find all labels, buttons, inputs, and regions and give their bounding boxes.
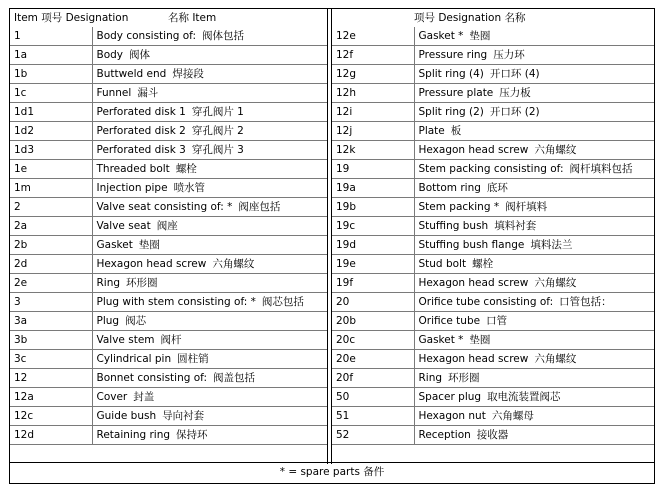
item-number: 1b — [10, 65, 92, 84]
designation-cn: 阀盖包括 — [213, 372, 256, 385]
designation-en: Ring — [418, 372, 443, 385]
table-row — [10, 236, 327, 255]
designation-cell — [414, 217, 654, 236]
designation-cell — [414, 388, 654, 407]
item-number: 19d — [332, 236, 414, 255]
designation-cell — [92, 350, 327, 369]
table-row — [332, 426, 654, 445]
designation-cn: 六角螺纹 — [534, 353, 577, 366]
designation-cn: 阀体包括 — [202, 30, 245, 43]
designation-en: Stem packing consisting of: — [418, 163, 564, 176]
designation-en: Stud bolt — [418, 258, 467, 271]
designation-en: Hexagon head screw — [96, 258, 207, 271]
table-row — [10, 388, 327, 407]
designation-cell — [414, 293, 654, 312]
item-number: 1d1 — [10, 103, 92, 122]
designation-cell — [92, 198, 327, 217]
designation-cn: 螺栓 — [175, 163, 197, 176]
header-name-right: 项号 Designation 名称 — [414, 12, 526, 24]
item-number: 19b — [332, 198, 414, 217]
designation-cn: 喷水管 — [173, 182, 206, 195]
item-number: 1c — [10, 84, 92, 103]
designation-en: Valve stem — [96, 334, 155, 347]
item-number: 20b — [332, 312, 414, 331]
designation-en: Perforated disk 3 — [96, 144, 186, 157]
designation-cn: 压力板 — [499, 87, 531, 100]
table-row — [332, 46, 654, 65]
table-row — [10, 217, 327, 236]
item-number: 12j — [332, 122, 414, 141]
item-number: 12e — [332, 27, 414, 46]
designation-cn: 填料衬套 — [494, 220, 537, 233]
designation-en: Plug — [96, 315, 120, 328]
table-row — [332, 388, 654, 407]
table-row — [10, 141, 327, 160]
table-row — [10, 198, 327, 217]
designation-en: Orifice tube — [418, 315, 481, 328]
designation-en: Plug with stem consisting of: * — [96, 296, 256, 309]
designation-cn: 接收器 — [476, 429, 509, 442]
designation-en: Stuffing bush flange — [418, 239, 525, 252]
item-number: 1a — [10, 46, 92, 65]
designation-cn: 底环 — [486, 182, 508, 195]
designation-cell — [92, 388, 327, 407]
item-number: 19 — [332, 160, 414, 179]
table-row — [10, 46, 327, 65]
designation-en: Valve seat — [96, 220, 151, 233]
table-row — [10, 312, 327, 331]
table-row — [332, 103, 654, 122]
table-row — [332, 179, 654, 198]
designation-cn: 穿孔阀片 1 — [191, 106, 244, 119]
item-number: 51 — [332, 407, 414, 426]
item-number: 12f — [332, 46, 414, 65]
table-row — [10, 179, 327, 198]
designation-en: Bonnet consisting of: — [96, 372, 208, 385]
designation-cn: 保持环 — [176, 429, 208, 442]
designation-en: Gasket * — [418, 334, 464, 347]
designation-en: Injection pipe — [96, 182, 168, 195]
designation-cell — [414, 407, 654, 426]
header-item-right — [332, 9, 414, 27]
table-row — [332, 274, 654, 293]
designation-cell — [92, 160, 327, 179]
item-number: 1 — [10, 27, 92, 46]
designation-en: Retaining ring — [96, 429, 171, 442]
spare-parts-footnote: * = spare parts 备件 — [10, 462, 654, 483]
designation-en: Gasket * — [418, 30, 464, 43]
item-number: 2d — [10, 255, 92, 274]
table-row — [10, 274, 327, 293]
designation-cell — [414, 103, 654, 122]
item-number: 19c — [332, 217, 414, 236]
item-number: 20e — [332, 350, 414, 369]
table-row — [332, 312, 654, 331]
parts-table-right — [332, 9, 654, 445]
designation-en: Split ring (2) — [418, 106, 484, 119]
designation-cn: 阀体 — [129, 49, 151, 62]
item-number: 20 — [332, 293, 414, 312]
designation-cell — [92, 84, 327, 103]
designation-cn: 漏斗 — [137, 87, 159, 100]
item-number: 12 — [10, 369, 92, 388]
designation-cell — [92, 65, 327, 84]
designation-cn: 开口环 (2) — [489, 106, 540, 119]
item-number: 2a — [10, 217, 92, 236]
designation-cell — [414, 27, 654, 46]
designation-cell — [414, 198, 654, 217]
table-row — [10, 122, 327, 141]
table-row — [10, 331, 327, 350]
item-number: 2 — [10, 198, 92, 217]
table-row — [332, 27, 654, 46]
designation-en: Perforated disk 1 — [96, 106, 186, 119]
designation-cell — [92, 369, 327, 388]
designation-cell — [92, 312, 327, 331]
item-number: 20f — [332, 369, 414, 388]
table-row — [332, 160, 654, 179]
designation-cn: 阀杆 — [160, 334, 182, 347]
item-number: 12k — [332, 141, 414, 160]
table-row — [332, 122, 654, 141]
designation-cell — [414, 160, 654, 179]
designation-cell — [414, 46, 654, 65]
designation-cn: 取电流装置阀芯 — [487, 391, 561, 404]
designation-en: Gasket — [96, 239, 133, 252]
table-row — [10, 426, 327, 445]
item-number: 12c — [10, 407, 92, 426]
designation-cell — [92, 27, 327, 46]
table-row — [332, 141, 654, 160]
designation-cn: 封盖 — [133, 391, 155, 404]
table-row — [10, 350, 327, 369]
designation-cell — [92, 331, 327, 350]
designation-cn: 填料法兰 — [530, 239, 573, 252]
table-row — [332, 84, 654, 103]
item-number: 3c — [10, 350, 92, 369]
designation-cell — [414, 65, 654, 84]
item-number: 12i — [332, 103, 414, 122]
designation-cn: 圆柱销 — [177, 353, 209, 366]
designation-cell — [92, 426, 327, 445]
header-name-left: 名称 Item — [168, 12, 217, 24]
designation-cell — [92, 179, 327, 198]
designation-cn: 垫圈 — [469, 30, 491, 43]
item-number: 2b — [10, 236, 92, 255]
designation-cell — [414, 274, 654, 293]
table-row — [10, 160, 327, 179]
table-row — [332, 65, 654, 84]
designation-en: Cover — [96, 391, 128, 404]
designation-en: Hexagon head screw — [418, 353, 529, 366]
designation-cn: 六角螺纹 — [212, 258, 255, 271]
table-row — [332, 217, 654, 236]
table-row — [332, 236, 654, 255]
designation-en: Body — [96, 49, 124, 62]
designation-cell — [92, 236, 327, 255]
designation-cn: 阀芯包括 — [261, 296, 304, 309]
designation-cn: 阀座包括 — [238, 201, 281, 214]
designation-cell — [414, 426, 654, 445]
designation-en: Orifice tube consisting of: — [418, 296, 554, 309]
designation-cn: 六角螺纹 — [534, 277, 577, 290]
header-item-designation-left: Item 项号 Designation — [14, 12, 129, 24]
designation-cn: 穿孔阀片 2 — [191, 125, 244, 138]
designation-en: Ring — [96, 277, 121, 290]
designation-cn: 焊接段 — [172, 68, 204, 81]
designation-cell — [92, 122, 327, 141]
table-row — [332, 369, 654, 388]
designation-cn: 阀杆填料包括 — [569, 163, 633, 176]
table-row — [10, 293, 327, 312]
item-number: 12d — [10, 426, 92, 445]
table-row — [332, 407, 654, 426]
designation-cell — [414, 179, 654, 198]
item-number: 19e — [332, 255, 414, 274]
designation-en: Buttweld end — [96, 68, 167, 81]
item-number: 12g — [332, 65, 414, 84]
item-number: 52 — [332, 426, 414, 445]
designation-en: Body consisting of: — [96, 30, 197, 43]
designation-cell — [92, 103, 327, 122]
designation-cell — [414, 84, 654, 103]
designation-cn: 开口环 (4) — [489, 68, 540, 81]
table-row — [10, 407, 327, 426]
parts-list-document — [9, 8, 655, 484]
table-row — [332, 255, 654, 274]
table-row — [10, 255, 327, 274]
designation-cell — [414, 255, 654, 274]
designation-cn: 螺栓 — [472, 258, 494, 271]
designation-cn: 环形圈 — [448, 372, 480, 385]
table-row — [10, 27, 327, 46]
table-row — [332, 350, 654, 369]
designation-cell — [92, 217, 327, 236]
table-row — [332, 293, 654, 312]
item-number: 19a — [332, 179, 414, 198]
designation-cn: 穿孔阀片 3 — [191, 144, 244, 157]
designation-en: Valve seat consisting of: * — [96, 201, 233, 214]
item-number: 1e — [10, 160, 92, 179]
designation-en: Hexagon nut — [418, 410, 486, 423]
designation-cell — [414, 236, 654, 255]
designation-cell — [92, 141, 327, 160]
designation-en: Hexagon head screw — [418, 144, 529, 157]
designation-en: Pressure ring — [418, 49, 488, 62]
designation-cn: 垫圈 — [138, 239, 160, 252]
item-number: 1d3 — [10, 141, 92, 160]
designation-cell — [414, 122, 654, 141]
item-number: 19f — [332, 274, 414, 293]
designation-en: Guide bush — [96, 410, 157, 423]
table-row — [10, 369, 327, 388]
designation-cn: 口管 — [486, 315, 508, 328]
table-row — [332, 198, 654, 217]
item-number: 3 — [10, 293, 92, 312]
designation-cn: 阀杆填料 — [505, 201, 548, 214]
designation-en: Split ring (4) — [418, 68, 484, 81]
designation-cn: 板 — [450, 125, 462, 138]
table-row — [332, 331, 654, 350]
designation-en: Stuffing bush — [418, 220, 489, 233]
parts-table-left — [10, 9, 327, 445]
designation-cell — [92, 407, 327, 426]
item-number: 1d2 — [10, 122, 92, 141]
designation-en: Cylindrical pin — [96, 353, 172, 366]
designation-cell — [92, 46, 327, 65]
designation-cn: 环形圈 — [126, 277, 158, 290]
designation-en: Pressure plate — [418, 87, 494, 100]
designation-cell — [414, 331, 654, 350]
item-number: 12a — [10, 388, 92, 407]
item-number: 2e — [10, 274, 92, 293]
designation-cn: 六角螺母 — [491, 410, 534, 423]
item-number: 3a — [10, 312, 92, 331]
item-number: 50 — [332, 388, 414, 407]
header-row-right — [332, 9, 654, 27]
header-row-left — [10, 9, 327, 27]
designation-cn: 阀座 — [156, 220, 178, 233]
designation-en: Funnel — [96, 87, 132, 100]
designation-cell — [92, 255, 327, 274]
designation-cn: 阀芯 — [125, 315, 147, 328]
designation-cell — [92, 274, 327, 293]
item-number: 12h — [332, 84, 414, 103]
designation-en: Reception — [418, 429, 471, 442]
designation-cn: 导向衬套 — [162, 410, 205, 423]
designation-cn: 垫圈 — [469, 334, 491, 347]
table-row — [10, 84, 327, 103]
item-number: 20c — [332, 331, 414, 350]
designation-cn: 压力环 — [493, 49, 525, 62]
table-row — [10, 103, 327, 122]
designation-cell — [414, 141, 654, 160]
item-number: 3b — [10, 331, 92, 350]
designation-cn: 口管包括： — [559, 296, 612, 309]
designation-cell — [414, 369, 654, 388]
designation-en: Plate — [418, 125, 445, 138]
designation-cell — [414, 312, 654, 331]
designation-en: Stem packing * — [418, 201, 500, 214]
designation-cell — [414, 350, 654, 369]
designation-cn: 六角螺纹 — [534, 144, 577, 157]
designation-en: Bottom ring — [418, 182, 481, 195]
item-number: 1m — [10, 179, 92, 198]
designation-en: Spacer plug — [418, 391, 482, 404]
designation-en: Perforated disk 2 — [96, 125, 186, 138]
designation-en: Hexagon head screw — [418, 277, 529, 290]
designation-en: Threaded bolt — [96, 163, 170, 176]
table-row — [10, 65, 327, 84]
designation-cell — [92, 293, 327, 312]
